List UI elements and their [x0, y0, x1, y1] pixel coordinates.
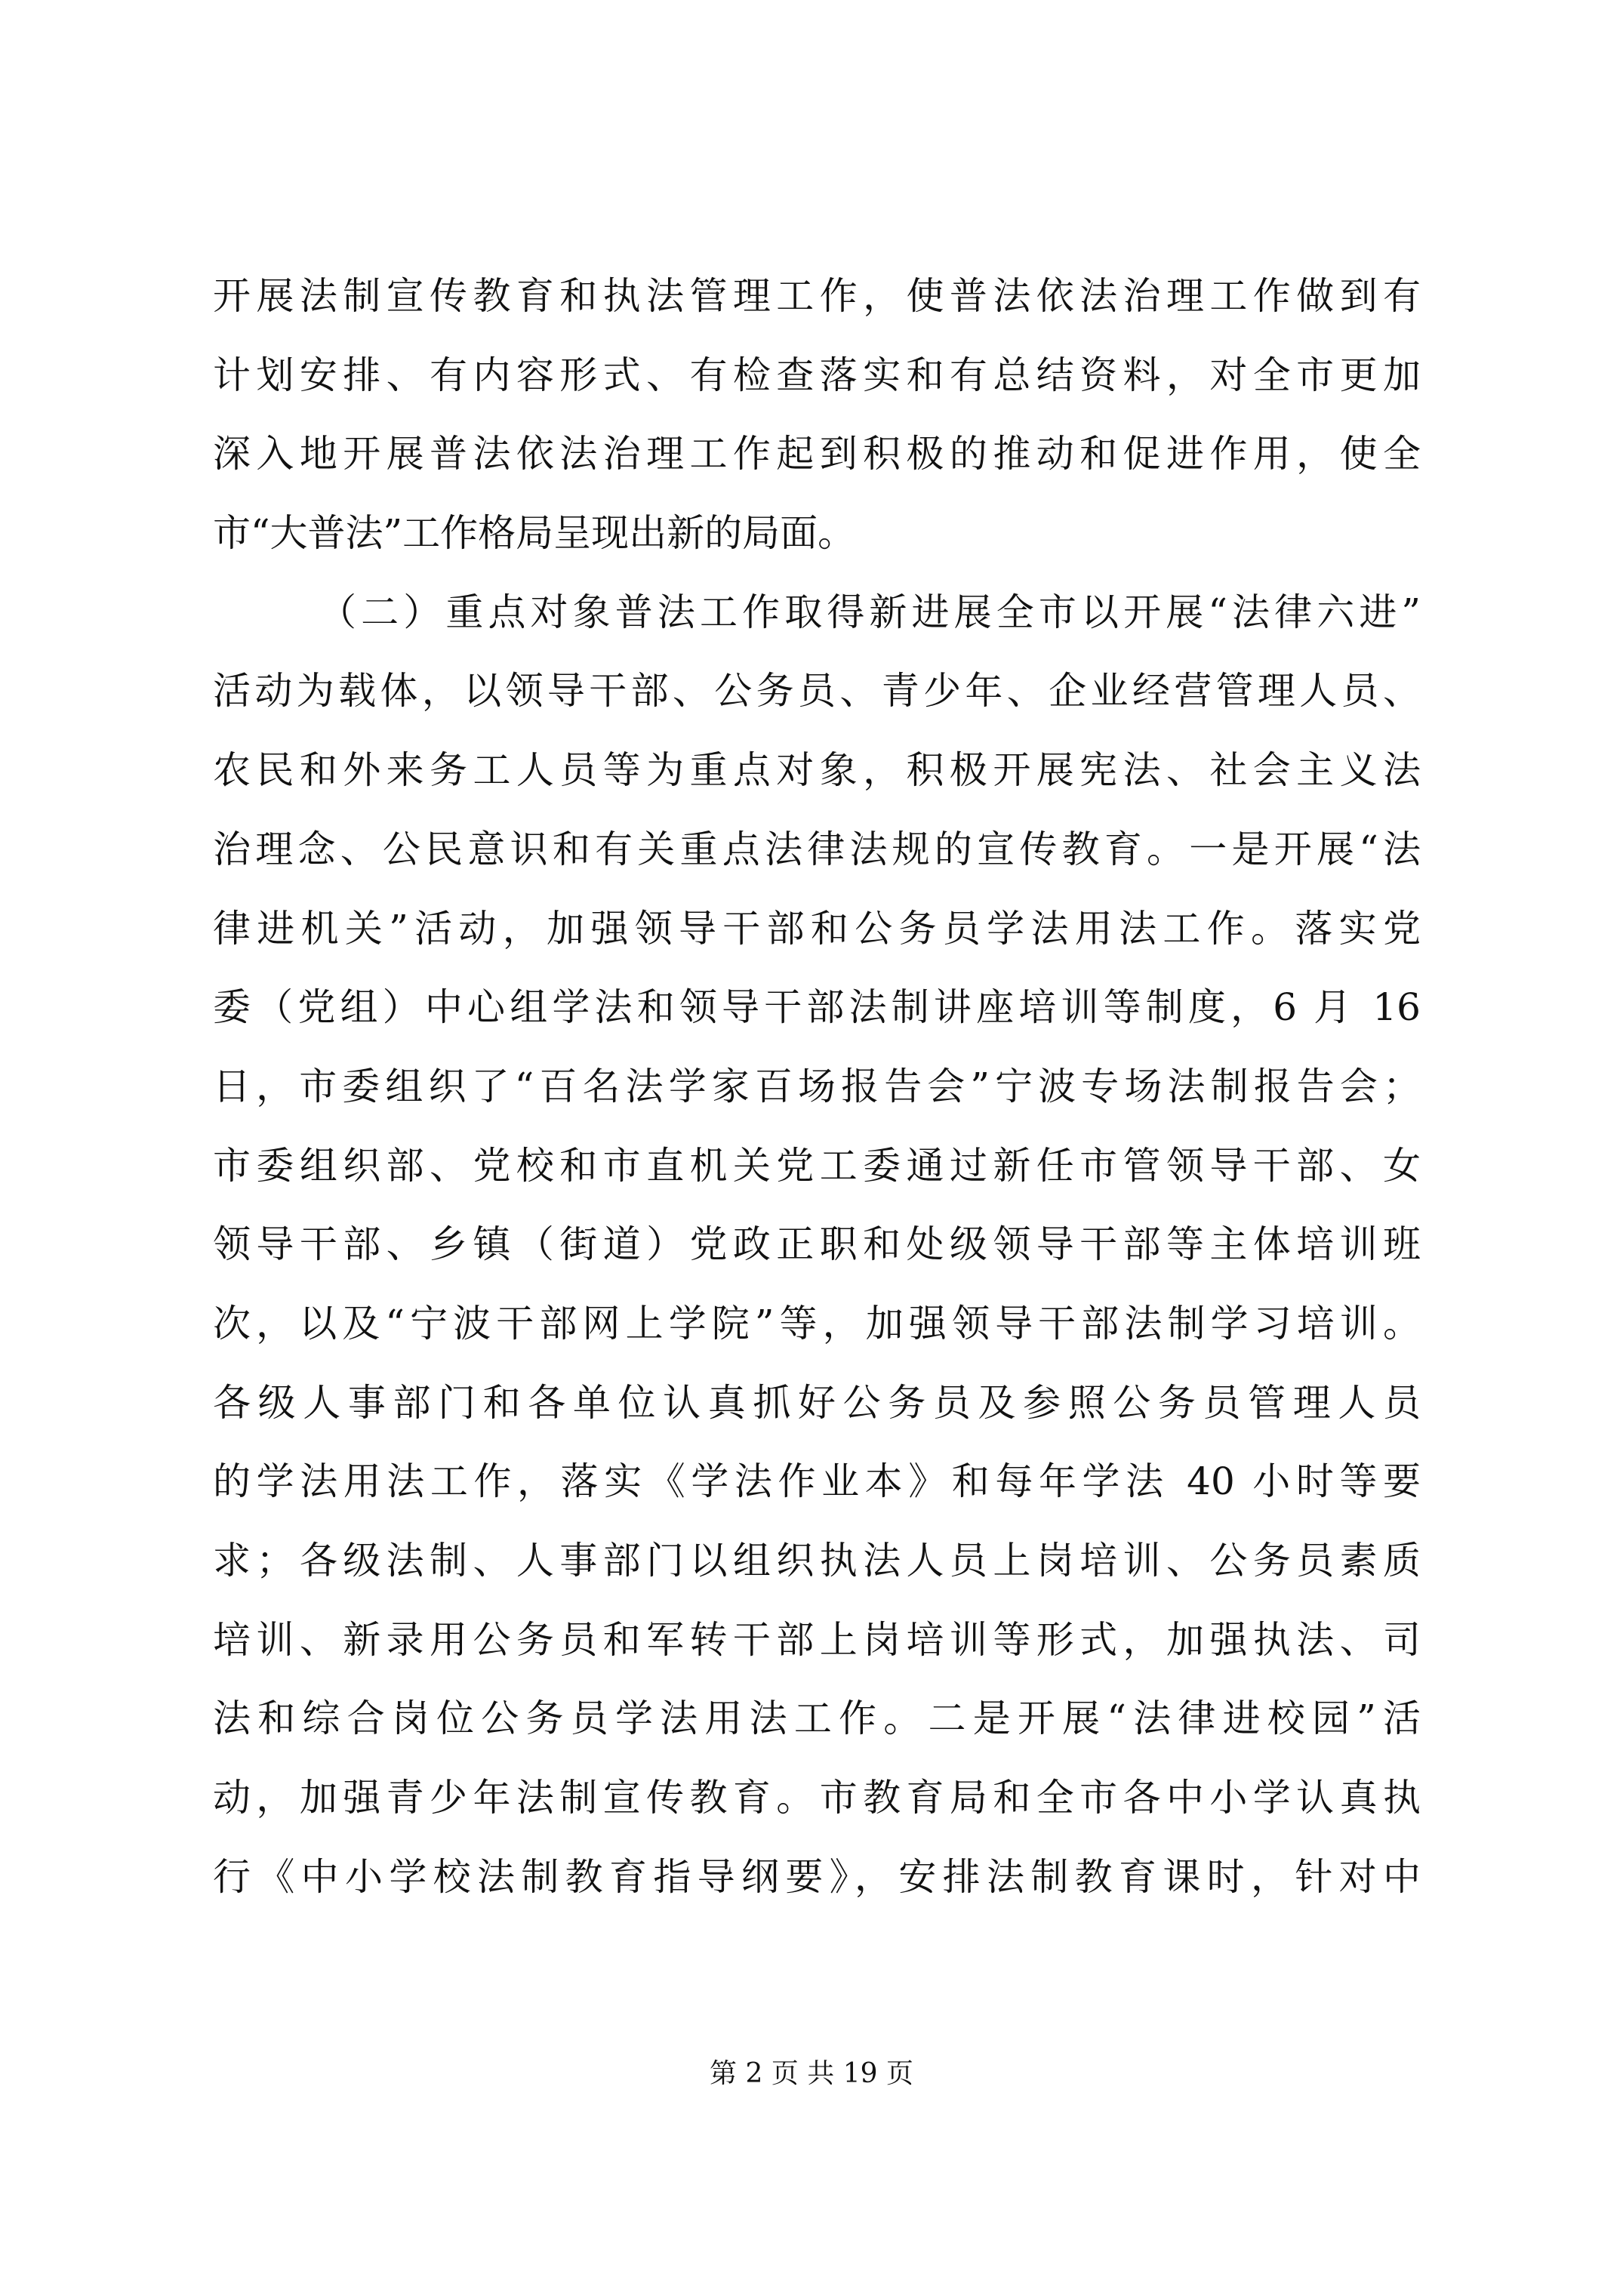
paragraph-2-line-1: （二）重点对象普法工作取得新进展全市以开展“法律六进”: [319, 590, 1421, 634]
page-number-footer: 第 2 页 共 19 页: [710, 2058, 913, 2089]
paragraph-2-line-3: 农民和外来务工人员等为重点对象，积极开展宪法、社会主义法: [213, 748, 1421, 793]
paragraph-2-line-10: 次，以及“宁波干部网上学院”等，加强领导干部法制学习培训。: [213, 1301, 1421, 1345]
paragraph-2-line-9: 领导干部、乡镇（街道）党政正职和处级领导干部等主体培训班: [213, 1222, 1421, 1267]
paragraph-2-line-15: 法和综合岗位公务员学法用法工作。二是开展“法律进校园”活: [213, 1697, 1421, 1741]
paragraph-2-line-4: 治理念、公民意识和有关重点法律法规的宣传教育。一是开展“法: [213, 827, 1421, 871]
paragraph-2-line-5: 律进机关”活动，加强领导干部和公务员学法用法工作。落实党: [213, 906, 1421, 951]
paragraph-2-line-6: 委（党组）中心组学法和领导干部法制讲座培训等制度，6 月 16: [213, 985, 1421, 1030]
paragraph-2-line-14: 培训、新录用公务员和军转干部上岗培训等形式，加强执法、司: [213, 1617, 1421, 1662]
body-text: [213, 257, 1421, 1916]
paragraph-1-line-4: 市“大普法”工作格局呈现出新的局面。: [213, 511, 856, 556]
paragraph-2-line-11: 各级人事部门和各单位认真抓好公务员及参照公务员管理人员: [213, 1380, 1421, 1425]
paragraph-2-line-12: 的学法用法工作，落实《学法作业本》和每年学法 40 小时等要: [213, 1459, 1421, 1504]
paragraph-2-line-17: 行《中小学校法制教育指导纲要》，安排法制教育课时，针对中: [213, 1854, 1421, 1899]
paragraph-2-line-16: 动，加强青少年法制宣传教育。市教育局和全市各中小学认真执: [213, 1776, 1421, 1820]
paragraph-1-line-1: 开展法制宣传教育和执法管理工作，使普法依法治理工作做到有: [213, 274, 1421, 318]
paragraph-2-line-2: 活动为载体，以领导干部、公务员、青少年、企业经营管理人员、: [213, 669, 1421, 713]
paragraph-1-line-3: 深入地开展普法依法治理工作起到积极的推动和促进作用，使全: [213, 432, 1421, 476]
paragraph-2-line-13: 求；各级法制、人事部门以组织执法人员上岗培训、公务员素质: [213, 1539, 1421, 1583]
paragraph-1-line-2: 计划安排、有内容形式、有检查落实和有总结资料，对全市更加: [213, 353, 1421, 397]
paragraph-2-line-8: 市委组织部、党校和市直机关党工委通过新任市管领导干部、女: [213, 1143, 1421, 1188]
paragraph-2-line-7: 日，市委组织了“百名法学家百场报告会”宁波专场法制报告会；: [213, 1064, 1421, 1108]
